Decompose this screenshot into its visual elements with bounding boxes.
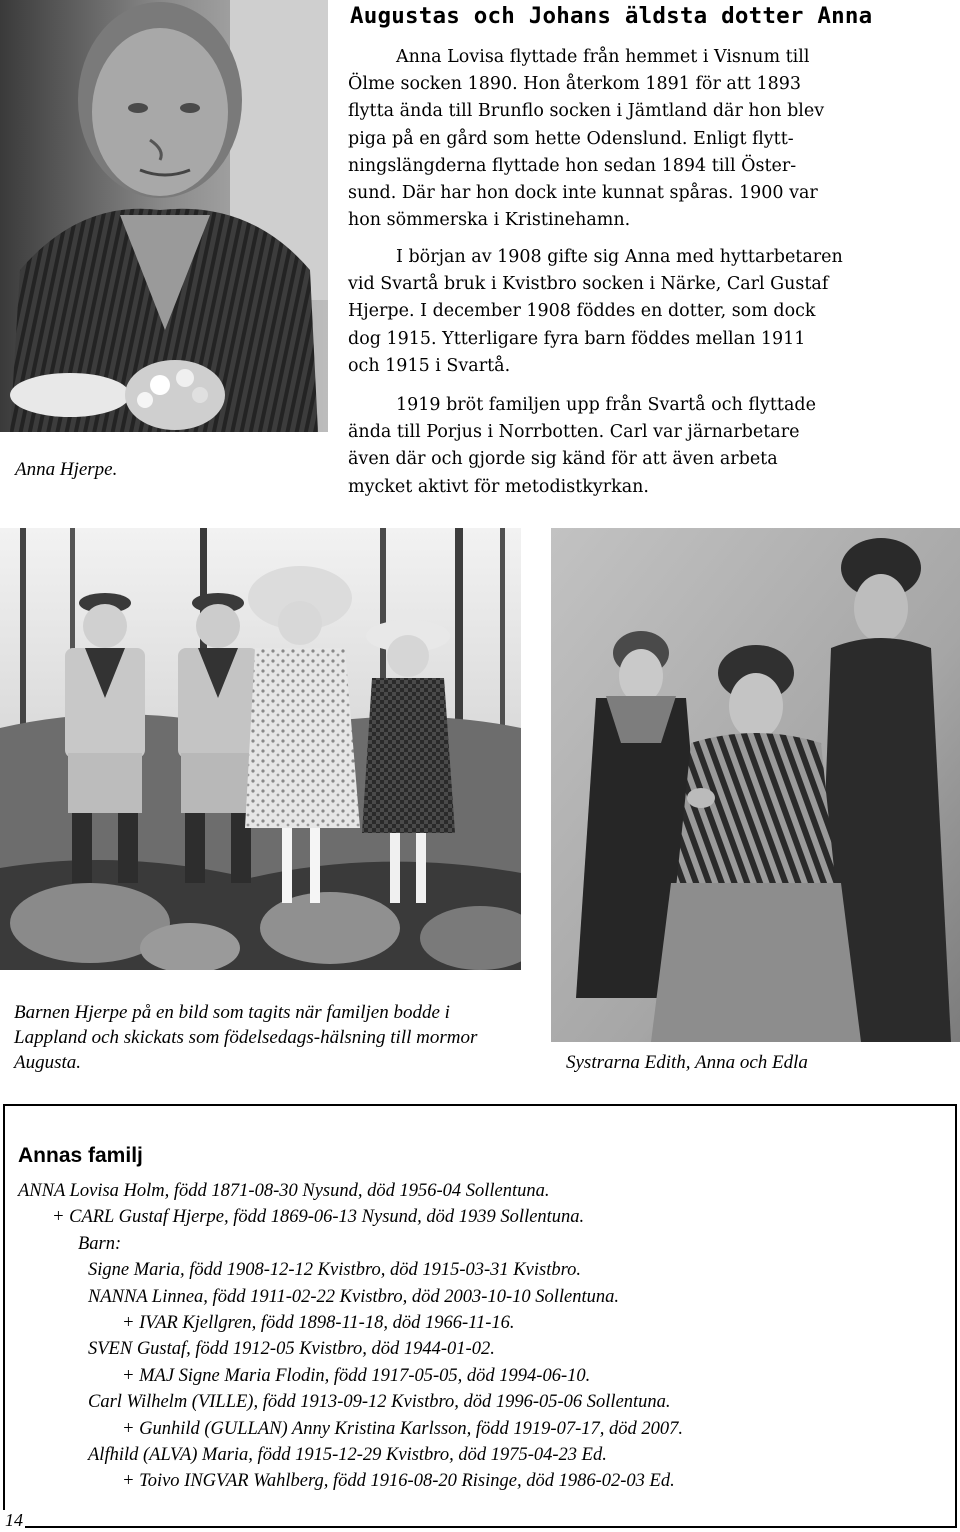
caption-anna: Anna Hjerpe.	[15, 459, 118, 480]
family-line: ANNA Lovisa Holm, född 1871-08-30 Nysund, död 1956-04 Sollentuna.	[18, 1181, 550, 1201]
photo-children	[0, 528, 521, 970]
page-title: Augustas och Johans äldsta dotter Anna	[350, 3, 873, 29]
paragraph-2	[348, 244, 948, 380]
text-line: piga på en gård som hette Odenslund. Enligt flytt-	[348, 128, 794, 149]
paragraph-3	[348, 392, 948, 501]
family-line: Signe Maria, född 1908-12-12 Kvistbro, död 1915-03-31 Kvistbro.	[88, 1260, 581, 1281]
text-line: flytta ända till Brunflo socken i Jämtland där hon blev	[348, 101, 825, 122]
family-line: Alfhild (ALVA) Maria, född 1915-12-29 Kvistbro, död 1975-04-23 Ed.	[88, 1445, 607, 1466]
family-line: + IVAR Kjellgren, född 1898-11-18, död 1966-11-16.	[122, 1313, 515, 1334]
text-line: sund. Där har hon dock inte kunnat spåras. 1900 var	[348, 183, 818, 204]
text-line: Ölme socken 1890. Hon återkom 1891 för att 1893	[348, 74, 801, 95]
family-list	[18, 1178, 683, 1495]
caption-children: Barnen Hjerpe på en bild som tagits när familjen bodde i Lappland och skickats som födelsedags-hälsning till mormor Augusta.	[14, 1002, 478, 1073]
text-line: I början av 1908 gifte sig Anna med hyttarbetaren	[396, 247, 843, 267]
text-line: Anna Lovisa flyttade från hemmet i Visnum till	[396, 47, 810, 67]
family-line: NANNA Linnea, född 1911-02-22 Kvistbro, död 2003-10-10 Sollentuna.	[88, 1286, 620, 1307]
text-line: ända till Porjus i Norrbotten. Carl var järnarbetare	[348, 422, 800, 443]
text-line: vid Svartå bruk i Kvistbro socken i Närke, Carl Gustaf	[348, 274, 829, 295]
family-line: + CARL Gustaf Hjerpe, född 1869-06-13 Nysund, död 1939 Sollentuna.	[52, 1207, 585, 1228]
family-line: + Gunhild (GULLAN) Anny Kristina Karlsson, född 1919-07-17, död 2007.	[122, 1418, 684, 1439]
family-line: Barn:	[78, 1233, 122, 1254]
family-heading: Annas familj	[18, 1144, 143, 1167]
family-line: + MAJ Signe Maria Flodin, född 1917-05-05, död 1994-06-10.	[122, 1365, 591, 1386]
family-line: + Toivo INGVAR Wahlberg, född 1916-08-20 Risinge, död 1986-02-03 Ed.	[122, 1471, 675, 1492]
text-line: ningslängderna flyttade hon sedan 1894 till Öster-	[348, 155, 797, 176]
text-line: Hjerpe. I december 1908 föddes en dotter, som dock	[348, 301, 816, 322]
caption-sisters: Systrarna Edith, Anna och Edla	[566, 1052, 808, 1073]
photo-sisters	[551, 528, 960, 1042]
text-line: mycket aktivt för metodistkyrkan.	[348, 476, 649, 497]
portrait-photo-anna	[0, 0, 328, 432]
text-line: dog 1915. Ytterligare fyra barn föddes mellan 1911	[348, 328, 806, 349]
text-line: 1919 bröt familjen upp från Svartå och flyttade	[396, 395, 816, 415]
family-line: SVEN Gustaf, född 1912-05 Kvistbro, död 1944-01-02.	[88, 1339, 495, 1360]
text-line: hon sömmerska i Kristinehamn.	[348, 210, 631, 231]
family-line: Carl Wilhelm (VILLE), född 1913-09-12 Kvistbro, död 1996-05-06 Sollentuna.	[88, 1392, 671, 1413]
paragraph-1	[348, 44, 948, 234]
text-line: även där och gjorde sig känd för att även arbeta	[348, 449, 778, 470]
page-number: 14	[5, 1510, 23, 1530]
text-line: och 1915 i Svartå.	[348, 355, 511, 376]
family-box	[3, 1104, 957, 1528]
